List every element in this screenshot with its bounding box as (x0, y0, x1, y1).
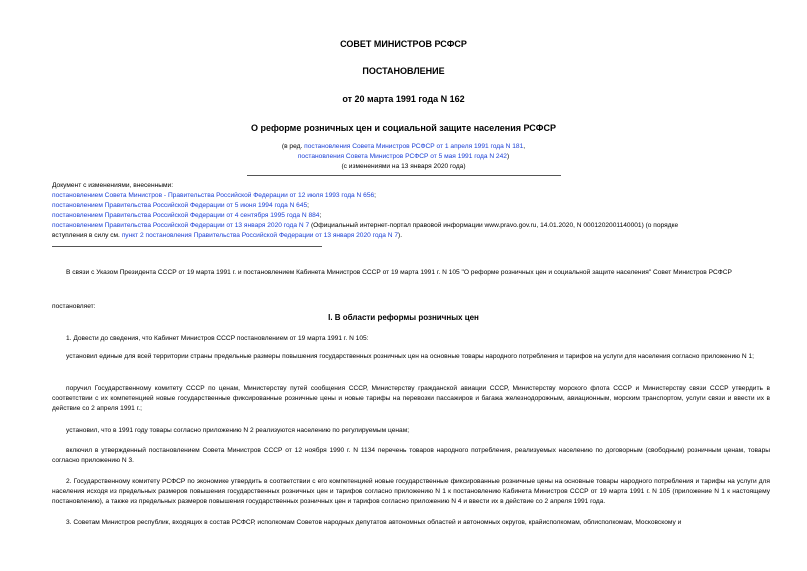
amendment-item-4-line-2 (52, 231, 402, 240)
resolves-label: постановляет: (52, 303, 96, 310)
document-title: О реформе розничных цен и социальной защите населения РСФСР (251, 123, 556, 133)
amendment-item-4 (52, 221, 770, 230)
document-type: ПОСТАНОВЛЕНИЕ (362, 66, 445, 76)
amendment-item-3-end: ; (319, 212, 322, 219)
amendment-item-1-end: ; (374, 192, 376, 199)
edition-close: ) (506, 153, 510, 160)
document-date-number: от 20 марта 1991 года N 162 (342, 94, 465, 104)
edition-prefix: (в ред. (281, 143, 303, 150)
preamble-paragraph: В связи с Указом Президента СССР от 19 марта 1991 г. и постановлением Кабинета Министров СССР от 19 марта 1991 г. N 105 "О реформе розничных цен и социальной защите населения" Совет Министров РСФСР (66, 269, 732, 276)
section-1-title: I. В области реформы розничных цен (328, 313, 479, 322)
paragraph-1: 1. Довести до сведения, что Кабинет Министров СССР постановлением от 19 марта 1991 г. N 105: (66, 335, 369, 342)
divider-bottom (52, 246, 322, 247)
amendment-link-1[interactable]: постановлением Совета Министров - Правительства Российской Федерации от 12 июля 1993 года N 656 (52, 192, 375, 199)
issuing-body: СОВЕТ МИНИСТРОВ РСФСР (340, 39, 467, 49)
amendment-item-1 (52, 191, 376, 200)
edition-link-1[interactable]: постановления Совета Министров РСФСР от 1 апреля 1991 года N 181 (304, 143, 524, 150)
amendment-link-3[interactable]: постановлением Правительства Российской Федерации от 4 сентября 1995 года N 884 (52, 212, 320, 219)
divider-top (247, 175, 561, 176)
edition-line-1 (0, 143, 807, 150)
amendment-item-2-end: ; (307, 202, 310, 209)
edition-link-2[interactable]: постановления Совета Министров РСФСР от 5 мая 1991 года N 242 (297, 153, 507, 160)
paragraph-1d: включил в утвержденный постановлением Совета Министров СССР от 12 ноября 1990 г. N 1134 перечень товаров народного потребления, реализуемых населению по договорным (свободным) розничным ценам, товары согласно приложению N 3. (52, 447, 770, 464)
amendment-item-2 (52, 201, 309, 210)
paragraph-1a: установил единые для всей территории страны предельные размеры повышения государственных розничных цен на основные товары народного потребления и тарифов на услуги для населения согласно приложению N 1; (66, 353, 754, 360)
paragraph-3: 3. Советам Министров республик, входящих в состав РСФСР, исполкомам Советов народных депутатов автономных областей и автономных округов, крайисполкомам, облисполкомам, Московскому и (66, 519, 682, 526)
amendment-item-3 (52, 211, 321, 220)
edition-changes-date: (с изменениями на 13 января 2020 года) (341, 163, 466, 170)
amendment-link-2[interactable]: постановлением Правительства Российской Федерации от 5 июня 1994 года N 645 (52, 202, 308, 209)
amendment-item-4-tail: (Официальный интернет-портал правовой информации www.pravo.gov.ru, 14.01.2020, N 0001202001140001) (о порядке (309, 222, 679, 229)
paragraph-1b: поручил Государственному комитету СССР по ценам, Министерству путей сообщения СССР, Министерству гражданской авиации СССР, Министерству морского флота СССР и Министерству связи СССР утвердить в соответствии с их компетенцией новые государственные фиксированные розничные цены и новые тарифы на перевозки пассажиров и багажа железнодорожным, авиационным, морским транспортом, услуги связи и ввести их в действие со 2 апреля 1991 г.; (52, 385, 770, 412)
amendment-item-4-end: ). (398, 232, 403, 239)
edition-line-2 (0, 153, 807, 160)
paragraph-2: 2. Государственному комитету РСФСР по экономике утвердить в соответствии с его компетенцией новые государственные фиксированные розничные цены на основные товары народного потребления и тарифы на услуги для населения исходя из предельных размеров повышения государственных розничных цен и тарифов согласно приложению N 1 к постановлению Кабинета Министров СССР от 19 марта 1991 г. N 105 (приложение N 1 к настоящему постановлению), а также из предельных размеров повышения государственных розничных цен и тарифов согласно приложению N 4 и ввести их в действие со 2 апреля 1991 года. (52, 478, 770, 505)
paragraph-1c: установил, что в 1991 году товары согласно приложению N 2 реализуются населению по регулируемым ценам; (66, 427, 410, 434)
amendments-heading: Документ с изменениями, внесенными: (52, 182, 174, 189)
edition-separator: , (523, 143, 526, 150)
amendment-item-4-prefix: вступления в силу см. (52, 232, 122, 239)
amendment-link-4b[interactable]: пункт 2 постановления Правительства Российской Федерации от 13 января 2020 года N 7 (121, 232, 399, 239)
amendment-link-4[interactable]: постановлением Правительства Российской Федерации от 13 января 2020 года N 7 (52, 222, 310, 229)
